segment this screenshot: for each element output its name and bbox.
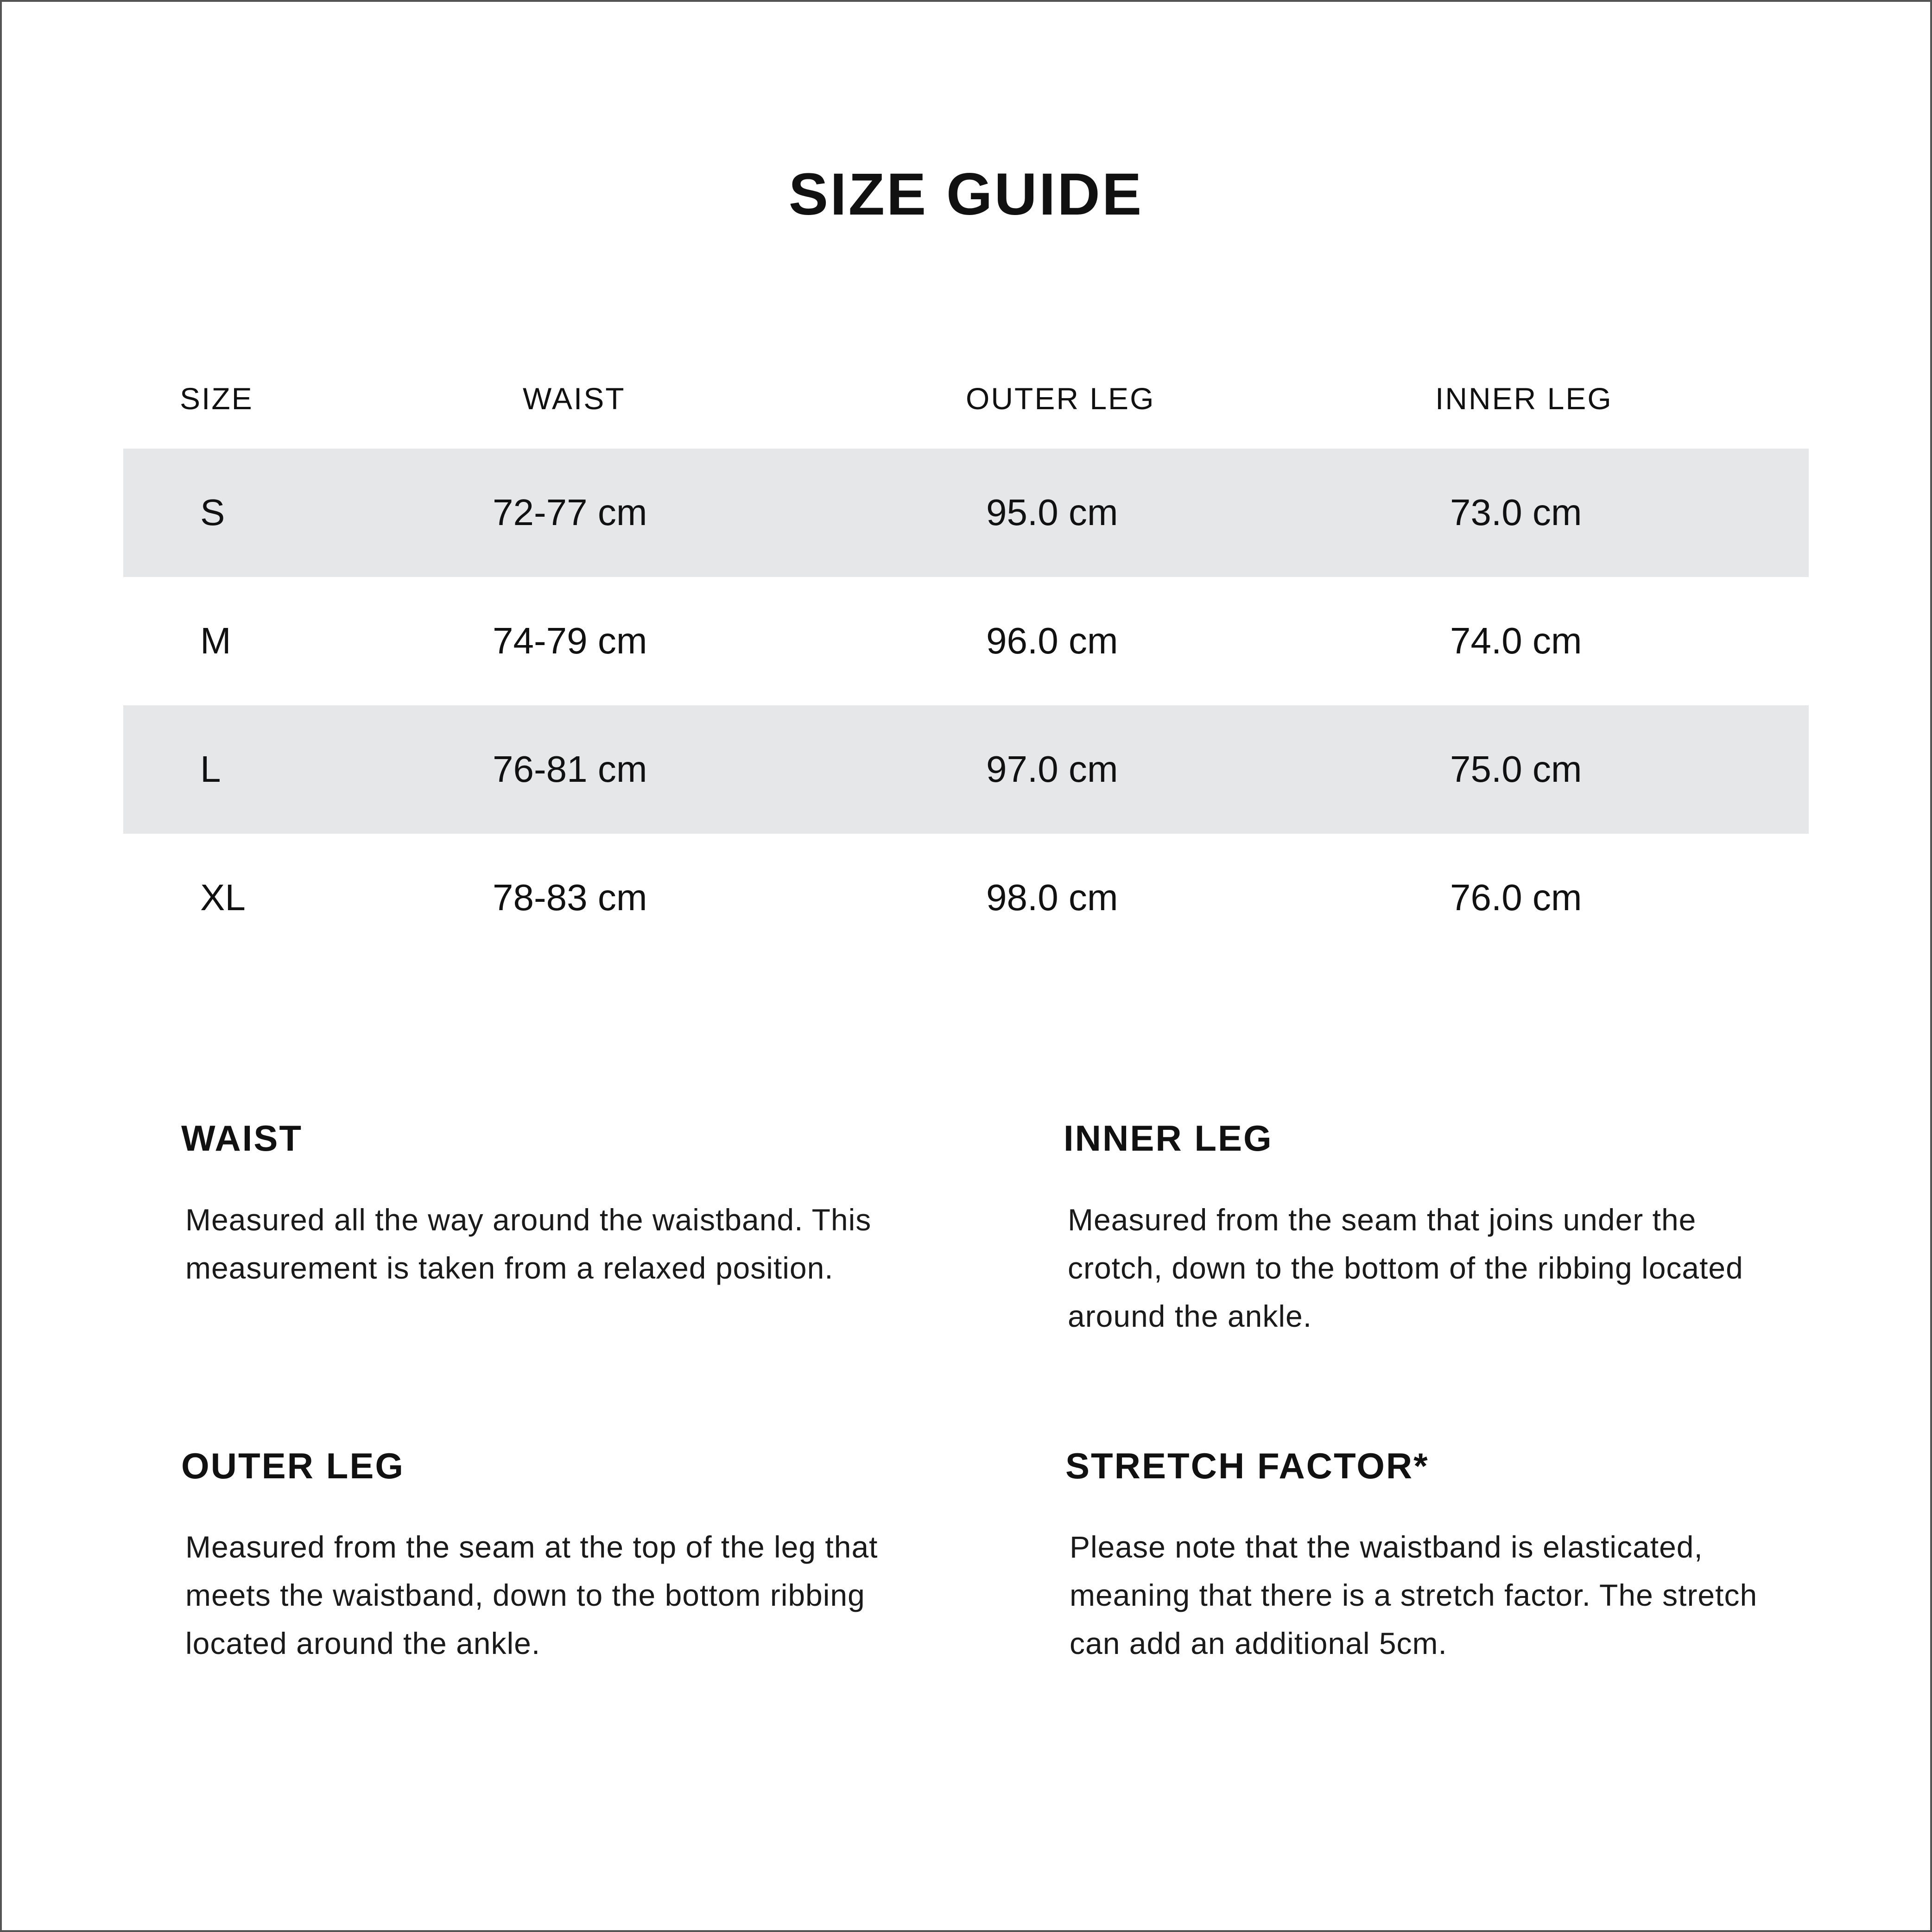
table-row: [123, 577, 1809, 705]
outer-leg-cell: 95.0 cm: [986, 492, 1118, 533]
size-cell: S: [200, 492, 225, 533]
header-waist: WAIST: [523, 381, 626, 416]
inner-leg-cell: 74.0 cm: [1450, 620, 1582, 661]
inner-leg-cell: 75.0 cm: [1450, 748, 1582, 790]
inner-leg-cell: 73.0 cm: [1450, 492, 1582, 533]
size-cell: L: [200, 748, 221, 790]
header-inner-leg: INNER LEG: [1435, 381, 1613, 416]
table-row: [123, 834, 1809, 962]
table-row: [123, 449, 1809, 577]
stretch-factor-section-body: Please note that the waistband is elasticated, meaning that there is a stretch factor. The stretch can add an additional 5cm.: [1070, 1530, 1758, 1660]
waist-section-title: WAIST: [181, 1118, 303, 1159]
table-row: [123, 705, 1809, 834]
outer-leg-cell: 98.0 cm: [986, 877, 1118, 918]
inner-leg-section-body: Measured from the seam that joins under the crotch, down to the bottom of the ribbing located around the ankle.: [1068, 1203, 1743, 1333]
stretch-factor-section-title: STRETCH FACTOR*: [1065, 1445, 1429, 1486]
outer-leg-section-title: OUTER LEG: [181, 1445, 405, 1486]
waist-cell: 72-77 cm: [493, 492, 647, 533]
outer-leg-cell: 96.0 cm: [986, 620, 1118, 661]
outer-leg-cell: 97.0 cm: [986, 748, 1118, 790]
page-title: SIZE GUIDE: [788, 161, 1144, 228]
waist-cell: 76-81 cm: [493, 748, 647, 790]
header-size: SIZE: [180, 381, 253, 416]
size-cell: XL: [200, 877, 246, 918]
outer-leg-section-body: Measured from the seam at the top of the leg that meets the waistband, down to the bottom ribbing located around the ankle.: [185, 1530, 878, 1660]
size-cell: M: [200, 620, 231, 661]
waist-cell: 74-79 cm: [493, 620, 647, 661]
inner-leg-cell: 76.0 cm: [1450, 877, 1582, 918]
header-outer-leg: OUTER LEG: [966, 381, 1155, 416]
waist-section-body: Measured all the way around the waistband. This measurement is taken from a relaxed position.: [185, 1203, 872, 1285]
inner-leg-section-title: INNER LEG: [1064, 1118, 1273, 1159]
waist-cell: 78-83 cm: [493, 877, 647, 918]
